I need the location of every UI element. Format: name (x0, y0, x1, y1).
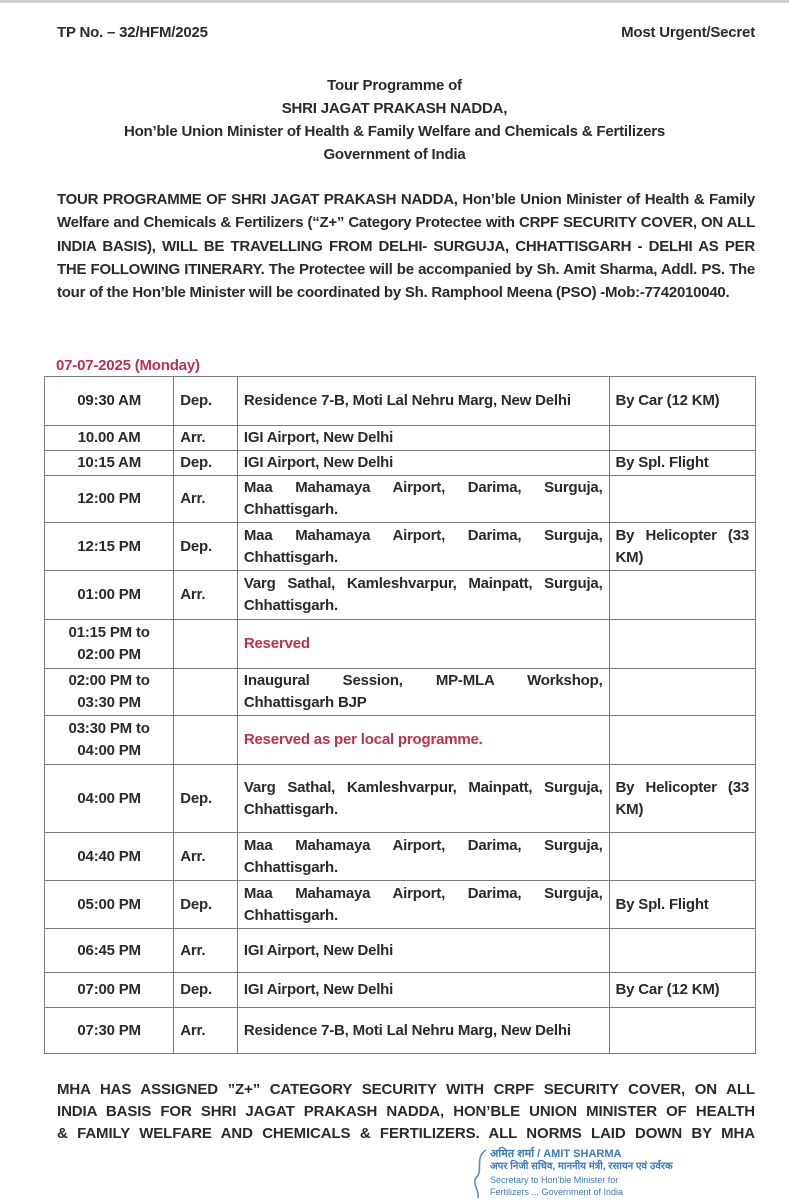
stamp-name: अमित शर्मा / AMIT SHARMA (490, 1148, 622, 1160)
itinerary-row (45, 669, 756, 716)
itinerary-row (45, 377, 756, 426)
row-time: 05:00 PM (45, 881, 174, 929)
row-time: 04:40 PM (45, 833, 174, 881)
itinerary-row (45, 451, 756, 476)
itinerary-row (45, 1008, 756, 1054)
row-type: Arr. (174, 571, 238, 620)
security-note (57, 1079, 755, 1145)
title-line-4: Government of India (323, 146, 466, 163)
itinerary-row (45, 765, 756, 833)
tp-number: TP No. – 32/HFM/2025 (57, 24, 208, 41)
row-type (174, 669, 238, 716)
row-place: IGI Airport, New Delhi (237, 426, 609, 451)
row-type: Arr. (174, 426, 238, 451)
row-place: Maa Mahamaya Airport, Darima, Surguja, Chhattisgarh. (237, 881, 609, 929)
row-place: Residence 7-B, Moti Lal Nehru Marg, New Delhi (237, 1008, 609, 1054)
signature-icon (470, 1148, 490, 1200)
row-mode (609, 571, 755, 620)
itinerary-row (45, 426, 756, 451)
security-note-line-2: INDIA BASIS FOR SHRI JAGAT PRAKASH NADDA, HON’BLE UNION MINISTER OF HEALTH (57, 1103, 755, 1120)
row-time: 12:00 PM (45, 476, 174, 523)
row-type: Arr. (174, 929, 238, 973)
row-place: Reserved (237, 620, 609, 669)
document-title (0, 74, 789, 166)
row-time: 06:45 PM (45, 929, 174, 973)
intro-paragraph: TOUR PROGRAMME OF SHRI JAGAT PRAKASH NADDA, Hon’ble Union Minister of Health & Family Welfare and Chemicals & Fertilizers (“Z+” Category Protectee with CRPF SECURITY COVER, ON ALL INDIA BASIS), WILL BE TRAVELLING FROM DELHI- SURGUJA, CHHATTISGARH - DELHI AS PER THE FOLLOWING ITINERARY. The Protectee will be accompanied by Sh. Amit Sharma, Addl. PS. The tour of the Hon’ble Minister will be coordinated by Sh. Ramphool Meena (PSO) -Mob:-7742010040. (57, 191, 755, 302)
row-time: 10.00 AM (45, 426, 174, 451)
row-time: 07:30 PM (45, 1008, 174, 1054)
itinerary-row (45, 716, 756, 765)
row-mode: By Helicopter (33 KM) (609, 523, 755, 571)
row-type (174, 716, 238, 765)
title-line-2: SHRI JAGAT PRAKASH NADDA, (281, 100, 508, 117)
row-mode (609, 476, 755, 523)
row-type: Dep. (174, 973, 238, 1008)
row-place: Inaugural Session, MP-MLA Workshop, Chhattisgarh BJP (237, 669, 609, 716)
itinerary-row (45, 881, 756, 929)
row-mode (609, 426, 755, 451)
row-time: 09:30 AM (45, 377, 174, 426)
row-place: IGI Airport, New Delhi (237, 451, 609, 476)
stamp-line-3: Secretary to Hon'ble Minister for (490, 1175, 619, 1185)
row-type: Dep. (174, 881, 238, 929)
row-place: IGI Airport, New Delhi (237, 973, 609, 1008)
row-place: Varg Sathal, Kamleshvarpur, Mainpatt, Surguja, Chhattisgarh. (237, 571, 609, 620)
itinerary-row (45, 929, 756, 973)
row-place: Varg Sathal, Kamleshvarpur, Mainpatt, Surguja, Chhattisgarh. (237, 765, 609, 833)
classification-label: Most Urgent/Secret (621, 24, 755, 41)
row-mode (609, 1008, 755, 1054)
itinerary-row (45, 973, 756, 1008)
itinerary-row (45, 620, 756, 669)
row-mode (609, 833, 755, 881)
row-mode (609, 929, 755, 973)
row-time: 01:15 PM to 02:00 PM (45, 620, 174, 669)
row-time: 10:15 AM (45, 451, 174, 476)
top-edge (0, 0, 789, 3)
signature-stamp (470, 1148, 789, 1200)
row-mode (609, 716, 755, 765)
itinerary-table (44, 376, 756, 1054)
row-mode: By Car (12 KM) (609, 377, 755, 426)
row-time: 07:00 PM (45, 973, 174, 1008)
itinerary-row (45, 833, 756, 881)
row-place: IGI Airport, New Delhi (237, 929, 609, 973)
row-mode: By Spl. Flight (609, 451, 755, 476)
row-place: Maa Mahamaya Airport, Darima, Surguja, Chhattisgarh. (237, 476, 609, 523)
row-time: 12:15 PM (45, 523, 174, 571)
row-type (174, 620, 238, 669)
row-type: Arr. (174, 476, 238, 523)
title-line-1: Tour Programme of (327, 77, 462, 94)
date-heading: 07-07-2025 (Monday) (56, 357, 200, 374)
row-mode: By Spl. Flight (609, 881, 755, 929)
row-time: 01:00 PM (45, 571, 174, 620)
row-mode: By Car (12 KM) (609, 973, 755, 1008)
row-type: Arr. (174, 1008, 238, 1054)
row-type: Dep. (174, 451, 238, 476)
row-mode (609, 669, 755, 716)
itinerary-row (45, 523, 756, 571)
row-type: Dep. (174, 765, 238, 833)
stamp-line-4: Fertilizers ... Government of India (490, 1187, 624, 1197)
row-place: Maa Mahamaya Airport, Darima, Surguja, Chhattisgarh. (237, 523, 609, 571)
itinerary-row (45, 476, 756, 523)
row-place: Maa Mahamaya Airport, Darima, Surguja, Chhattisgarh. (237, 833, 609, 881)
title-line-3: Hon’ble Union Minister of Health & Family Welfare and Chemicals & Fertilizers (123, 123, 666, 140)
row-mode (609, 620, 755, 669)
row-place: Residence 7-B, Moti Lal Nehru Marg, New Delhi (237, 377, 609, 426)
row-mode: By Helicopter (33 KM) (609, 765, 755, 833)
security-note-line-1: MHA HAS ASSIGNED ”Z+” CATEGORY SECURITY WITH CRPF SECURITY COVER, ON ALL (57, 1081, 755, 1098)
security-note-line-3: & FAMILY WELFARE AND CHEMICALS & FERTILIZERS. ALL NORMS LAID DOWN BY MHA (57, 1125, 755, 1142)
row-time: 04:00 PM (45, 765, 174, 833)
itinerary-row (45, 571, 756, 620)
row-type: Dep. (174, 523, 238, 571)
row-time: 03:30 PM to 04:00 PM (45, 716, 174, 765)
row-type: Dep. (174, 377, 238, 426)
stamp-designation: अपर निजी सचिव, माननीय मंत्री, रसायन एवं उर्वरक (490, 1161, 673, 1172)
row-place: Reserved as per local programme. (237, 716, 609, 765)
row-type: Arr. (174, 833, 238, 881)
row-time: 02:00 PM to 03:30 PM (45, 669, 174, 716)
